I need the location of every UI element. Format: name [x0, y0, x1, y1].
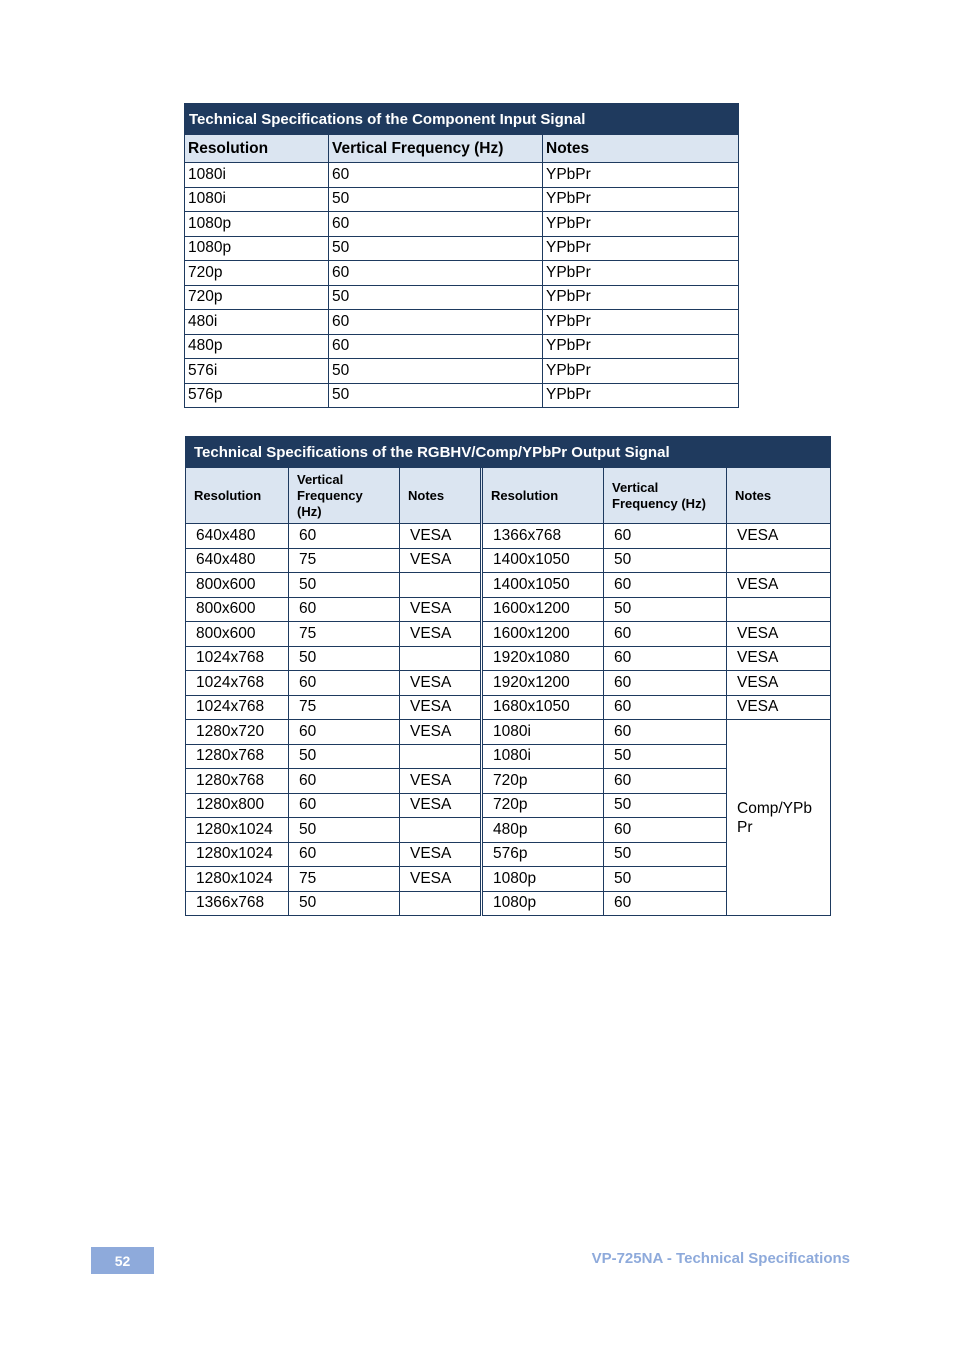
table-cell: 1080p: [482, 891, 604, 916]
table-row: [186, 695, 831, 720]
table-cell: 50: [604, 548, 727, 573]
table-cell: [400, 646, 482, 671]
column-header: Resolution: [482, 468, 604, 524]
table-cell: [400, 891, 482, 916]
table-cell: 50: [604, 793, 727, 818]
table-cell: 1080i: [185, 187, 329, 212]
table-body: [185, 163, 739, 408]
table-cell: 1024x768: [186, 646, 289, 671]
table-title: Technical Specifications of the RGBHV/Comp/YPbPr Output Signal: [186, 437, 831, 468]
table-cell: 50: [329, 236, 543, 261]
table-row: [185, 383, 739, 408]
table-cell: 50: [604, 744, 727, 769]
table-cell: 720p: [185, 261, 329, 286]
table-cell: 60: [604, 573, 727, 598]
merged-notes-cell: [727, 720, 831, 916]
table-cell: 1080i: [482, 720, 604, 745]
table-cell: 50: [329, 359, 543, 384]
table-cell: 1080i: [482, 744, 604, 769]
page-number: 52: [91, 1247, 154, 1274]
table-cell: VESA: [727, 646, 831, 671]
column-header: Notes: [543, 135, 739, 163]
table-cell: 1080i: [185, 163, 329, 188]
column-header: Vertical Frequency (Hz): [289, 468, 400, 524]
table-cell: 1080p: [185, 236, 329, 261]
table-cell: 60: [604, 818, 727, 843]
table-cell: [727, 548, 831, 573]
table-cell: 800x600: [186, 622, 289, 647]
table-cell: 50: [329, 187, 543, 212]
table-cell: 75: [289, 695, 400, 720]
table-cell: 60: [329, 163, 543, 188]
table-cell: VESA: [400, 769, 482, 794]
table-cell: YPbPr: [543, 334, 739, 359]
table-cell: YPbPr: [543, 310, 739, 335]
table-cell: 60: [604, 671, 727, 696]
column-header: Notes: [727, 468, 831, 524]
table-row: [186, 597, 831, 622]
table-cell: 1024x768: [186, 671, 289, 696]
table-cell: 60: [604, 695, 727, 720]
table-cell: 1024x768: [186, 695, 289, 720]
table-cell: YPbPr: [543, 236, 739, 261]
table-cell: 1280x1024: [186, 842, 289, 867]
table-cell: 480p: [185, 334, 329, 359]
table-cell: 50: [289, 573, 400, 598]
table-cell: 800x600: [186, 573, 289, 598]
table-cell: 60: [329, 261, 543, 286]
table-cell: 1400x1050: [482, 548, 604, 573]
table-cell: VESA: [400, 622, 482, 647]
table-cell: 1080p: [185, 212, 329, 237]
table-cell: VESA: [727, 573, 831, 598]
table-cell: YPbPr: [543, 383, 739, 408]
table-cell: YPbPr: [543, 359, 739, 384]
table-cell: VESA: [727, 524, 831, 549]
table-cell: 60: [329, 310, 543, 335]
table-cell: VESA: [400, 842, 482, 867]
table-cell: 640x480: [186, 548, 289, 573]
table-cell: VESA: [727, 622, 831, 647]
table-title: Technical Specifications of the Component Input Signal: [185, 104, 739, 135]
table-cell: 1280x1024: [186, 867, 289, 892]
table-cell: 50: [604, 867, 727, 892]
table-cell: 75: [289, 548, 400, 573]
table-cell: 720p: [482, 769, 604, 794]
table-cell: 1366x768: [482, 524, 604, 549]
table-cell: 75: [289, 622, 400, 647]
table-cell: 60: [289, 524, 400, 549]
table-cell: 50: [289, 646, 400, 671]
table-cell: [400, 573, 482, 598]
table-cell: 60: [329, 334, 543, 359]
table-row: [185, 163, 739, 188]
table-cell: [400, 818, 482, 843]
table-cell: 1920x1080: [482, 646, 604, 671]
table-row: [185, 310, 739, 335]
table-row: [186, 720, 831, 745]
table-row: [185, 236, 739, 261]
table-cell: [400, 744, 482, 769]
table-cell: 50: [329, 383, 543, 408]
table-row: [185, 285, 739, 310]
table-cell: 1280x800: [186, 793, 289, 818]
table-row: [186, 573, 831, 598]
table-row: [186, 671, 831, 696]
table-cell: YPbPr: [543, 261, 739, 286]
table-cell: 480i: [185, 310, 329, 335]
table-cell: 800x600: [186, 597, 289, 622]
table-cell: VESA: [400, 695, 482, 720]
table-cell: 50: [329, 285, 543, 310]
table-cell: 1280x720: [186, 720, 289, 745]
table-cell: VESA: [400, 597, 482, 622]
table-cell: 480p: [482, 818, 604, 843]
table-row: [186, 622, 831, 647]
table-cell: 60: [289, 769, 400, 794]
table-cell: 60: [604, 891, 727, 916]
column-header: Vertical Frequency (Hz): [604, 468, 727, 524]
table-cell: 1600x1200: [482, 622, 604, 647]
table-cell: 1366x768: [186, 891, 289, 916]
table-cell: 60: [289, 793, 400, 818]
table-cell: VESA: [727, 695, 831, 720]
merged-note-line: Pr: [737, 818, 753, 836]
component-input-table: [184, 103, 739, 408]
table-cell: YPbPr: [543, 163, 739, 188]
table-cell: 75: [289, 867, 400, 892]
table-cell: 60: [604, 720, 727, 745]
table-cell: 1920x1200: [482, 671, 604, 696]
column-header: Resolution: [185, 135, 329, 163]
table-cell: 576p: [482, 842, 604, 867]
table-cell: 60: [289, 842, 400, 867]
table-cell: 640x480: [186, 524, 289, 549]
table-cell: 60: [604, 622, 727, 647]
table-cell: YPbPr: [543, 285, 739, 310]
table-cell: 60: [289, 671, 400, 696]
table-cell: YPbPr: [543, 212, 739, 237]
column-header: Notes: [400, 468, 482, 524]
table-cell: 60: [604, 769, 727, 794]
table-cell: 1600x1200: [482, 597, 604, 622]
table-cell: 60: [604, 646, 727, 671]
table-cell: 50: [604, 597, 727, 622]
merged-note-line: Comp/YPb: [737, 799, 812, 817]
table-cell: 720p: [185, 285, 329, 310]
table-cell: 576p: [185, 383, 329, 408]
table-cell: 50: [604, 842, 727, 867]
table-cell: 1280x768: [186, 769, 289, 794]
table-cell: 1280x768: [186, 744, 289, 769]
table-row: [185, 212, 739, 237]
footer-title: VP-725NA - Technical Specifications: [591, 1250, 850, 1267]
table-cell: VESA: [400, 720, 482, 745]
table-cell: [727, 597, 831, 622]
table-row: [185, 261, 739, 286]
table-cell: 60: [289, 720, 400, 745]
table-cell: 50: [289, 744, 400, 769]
table-cell: 60: [604, 524, 727, 549]
table-cell: 720p: [482, 793, 604, 818]
column-header: Resolution: [186, 468, 289, 524]
table-row: [186, 524, 831, 549]
table-body: [186, 524, 831, 916]
table-cell: 1680x1050: [482, 695, 604, 720]
table-row: [185, 359, 739, 384]
table-row: [185, 334, 739, 359]
table-cell: 1080p: [482, 867, 604, 892]
table-cell: 1400x1050: [482, 573, 604, 598]
table-cell: 50: [289, 818, 400, 843]
table-cell: VESA: [400, 548, 482, 573]
table-cell: VESA: [400, 524, 482, 549]
output-signal-table: [185, 436, 831, 916]
column-header: Vertical Frequency (Hz): [329, 135, 543, 163]
table-cell: VESA: [400, 671, 482, 696]
table-row: [186, 646, 831, 671]
table-cell: YPbPr: [543, 187, 739, 212]
table-cell: 576i: [185, 359, 329, 384]
table-cell: 1280x1024: [186, 818, 289, 843]
table-cell: VESA: [400, 793, 482, 818]
table-row: [185, 187, 739, 212]
table-cell: VESA: [400, 867, 482, 892]
table-cell: VESA: [727, 671, 831, 696]
table-cell: 60: [289, 597, 400, 622]
table-cell: 50: [289, 891, 400, 916]
table-row: [186, 548, 831, 573]
table-cell: 60: [329, 212, 543, 237]
